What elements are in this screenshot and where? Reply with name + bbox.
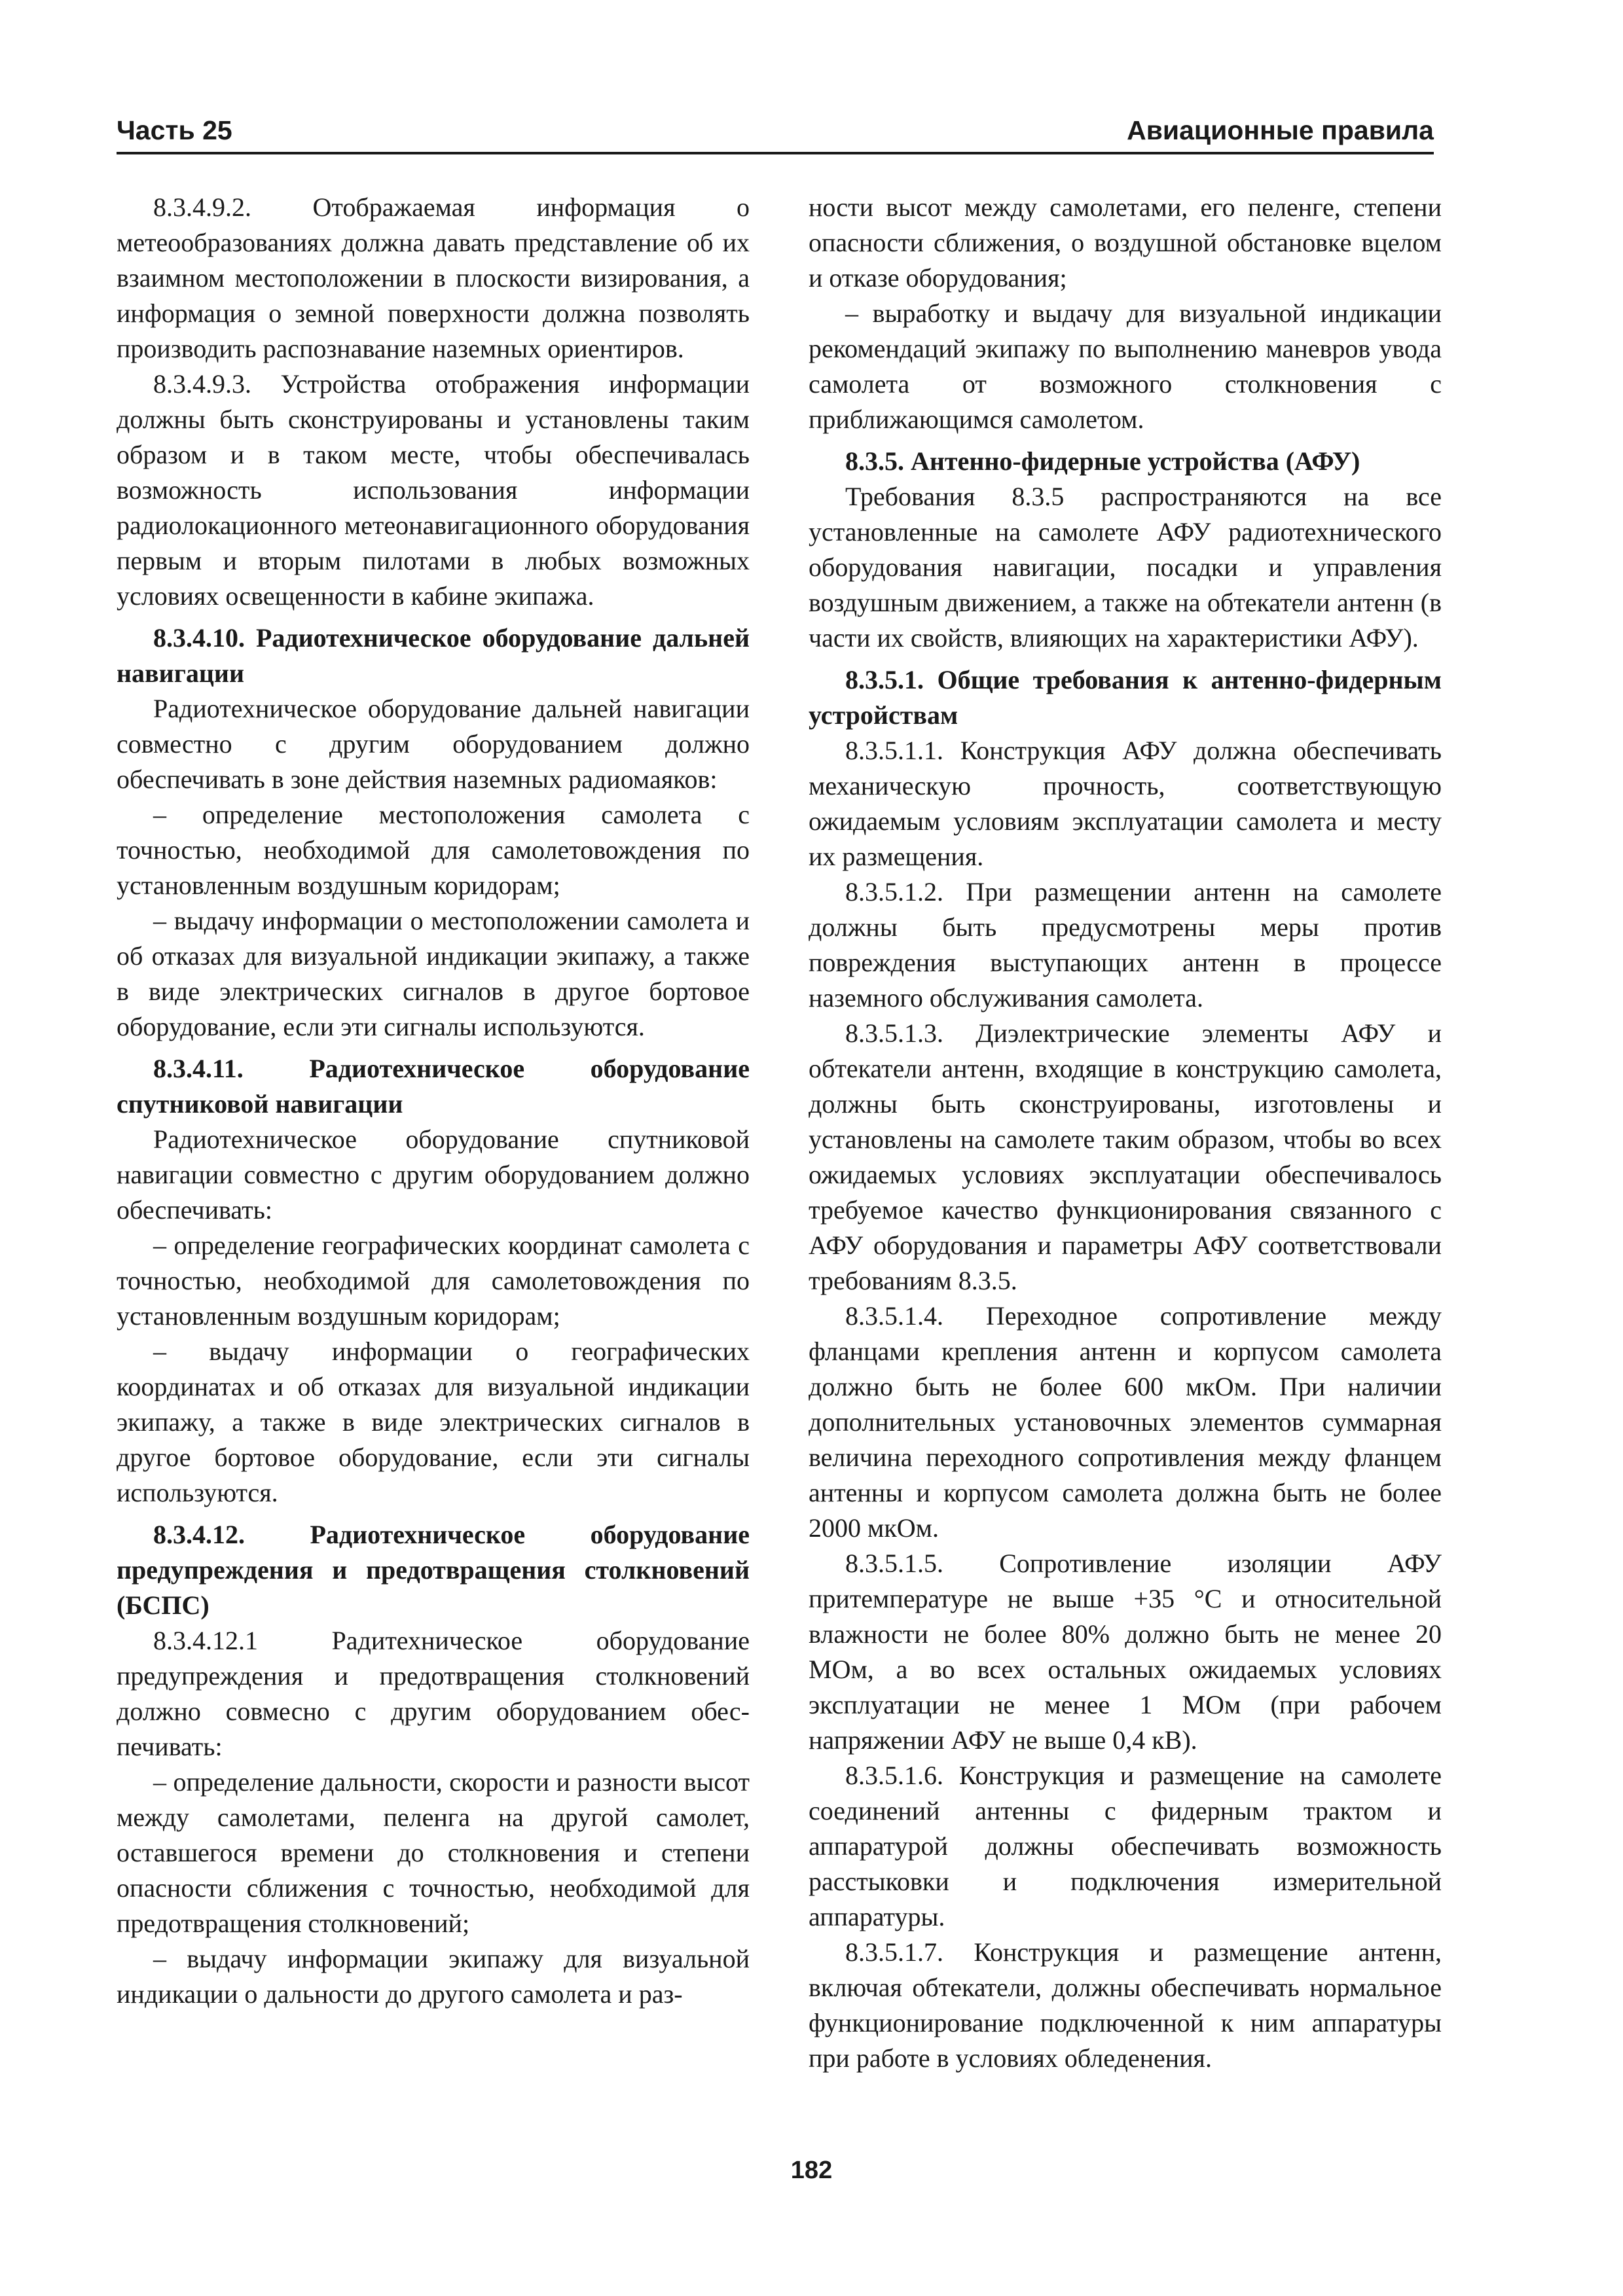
section-heading: 8.3.4.11. Радиотехническое оборудование спутниковой навигации (117, 1054, 750, 1119)
paragraph: 8.3.5.1.4. Переходное сопротивление между фланцами крепления антенн и корпусом самолета должно быть не более 600 мкОм. При наличии дополнительных установочных элементов суммарная величина переходного сопротивления между фланцем антенны и корпусом самолета должна быть не более 2000 мкОм. (809, 1301, 1442, 1543)
list-item: – определение дальности, скорости и разности высот между самолетами, пеленга на другой самолет, оставшегося времени до столкновения и степени опасности сближения с точностью, необходимой для предотвращения столкновений; (117, 1767, 750, 1938)
list-item: – определение географических координат самолета с точностью, необходимой для самолетовождения по установленным воздушным коридорам; (117, 1230, 750, 1331)
paragraph: Требования 8.3.5 распространяются на все установленные на самолете АФУ радиотехнического оборудования навигации, посадки и управления воздушным движением, а также на обтекатели антенн (в части их свойств, влияющих на характеристики АФУ). (809, 482, 1442, 653)
paragraph: 8.3.5.1.6. Конструкция и размещение на самолете соединений антенны с фидерным трактом и аппаратурой должны обеспечивать возможность расстыковки и подключения измерительной аппаратуры. (809, 1761, 1442, 1931)
header-document-title: Авиационные правила (1127, 115, 1434, 145)
list-item: – выработку и выдачу для визуальной индикации рекомендаций экипажу по выполнению маневров увода самолета от возможного столкновения с приближающимся самолетом. (809, 298, 1442, 434)
section-heading: 8.3.5. Антенно-фидерные устройства (АФУ) (845, 446, 1360, 476)
list-item: – выдачу информации о местоположении самолета и об отказах для визуальной индикации экипажу, а также в виде электрических сигналов в другое бортовое оборудование, если эти сигналы используются. (117, 906, 750, 1041)
list-item: – выдачу информации экипажу для визуальной индикации о дальности до другого самолета и раз- (117, 1944, 750, 2009)
left-column (117, 190, 750, 2012)
section-heading: 8.3.5.1. Общие требования к антенно-фидерным устройствам (809, 665, 1442, 730)
right-column (809, 190, 1442, 2076)
section-heading: 8.3.4.12. Радиотехническое оборудование предупреждения и предотвращения столкновений (БСПС) (117, 1520, 750, 1620)
list-item: – выдачу информации о географических координатах и об отказах для визуальной индикации экипажу, а также в виде электрических сигналов в другое бортовое оборудование, если эти сигналы используются. (117, 1336, 750, 1507)
paragraph: Радиотехническое оборудование спутниковой навигации совместно с другим оборудованием должно обеспечивать: (117, 1124, 750, 1225)
section-heading: 8.3.4.10. Радиотехническое оборудование дальней навигации (117, 623, 750, 688)
paragraph: 8.3.5.1.3. Диэлектрические элементы АФУ и обтекатели антенн, входящие в конструкцию самолета, должны быть сконструированы, изготовлены и установлены на самолете таким образом, чтобы во всех ожидаемых условиях эксплуатации обеспечивалось требуемое качество функционирования связанного с АФУ оборудования и параметры АФУ соответствовали требованиям 8.3.5. (809, 1018, 1442, 1295)
paragraph: Радиотехническое оборудование дальней навигации совместно с другим оборудованием должно обеспечивать в зоне действия наземных радиомаяков: (117, 694, 750, 794)
paragraph: 8.3.5.1.2. При размещении антенн на самолете должны быть предусмотрены меры против повреждения выступающих антенн в процессе наземного обслуживания самолета. (809, 877, 1442, 1013)
header-part-label: Часть 25 (117, 115, 232, 145)
paragraph-continuation: ности высот между самолетами, его пеленге, степени опасности сближения, о воздушной обстановке вцелом и отказе оборудования; (809, 192, 1442, 293)
paragraph: 8.3.4.9.3. Устройства отображения информации должны быть сконструированы и установлены таким образом и в таком месте, чтобы обеспечивалась возможность использования информации радиолокационного метеонавигационного оборудования первым и вторым пилотами в любых возможных условиях освещенности в кабине экипажа. (117, 369, 750, 611)
paragraph: 8.3.4.9.2. Отображаемая информация о метеообразованиях должна давать представление об их взаимном местоположении в плоскости визирования, а информация о земной поверхности должна позволять производить распознавание наземных ориентиров. (117, 192, 750, 363)
page-number: 182 (790, 2157, 833, 2184)
paragraph: 8.3.5.1.7. Конструкция и размещение антенн, включая обтекатели, должны обеспечивать нормальное функционирование подключенной к ним аппаратуры при работе в условиях обледенения. (809, 1937, 1442, 2073)
page-header (117, 113, 1434, 154)
paragraph: 8.3.4.12.1 Радитехническое оборудование предупреждения и предотвращения столкновений должно совмесно с другим оборудованием обес-печивать: (117, 1626, 750, 1761)
paragraph: 8.3.5.1.1. Конструкция АФУ должна обеспечивать механическую прочность, соответствующую ожидаемым условиям эксплуатации самолета и месту их размещения. (809, 736, 1442, 871)
list-item: – определение местоположения самолета с точностью, необходимой для самолетовождения по установленным воздушным коридорам; (117, 800, 750, 900)
paragraph: 8.3.5.1.5. Сопротивление изоляции АФУ притемпературе не выше +35 °С и относительной влажности не более 80% должно быть не менее 20 МОм, а во всех остальных ожидаемых условиях эксплуатации не менее 1 МОм (при рабочем напряжении АФУ не выше 0,4 кВ). (809, 1549, 1442, 1755)
